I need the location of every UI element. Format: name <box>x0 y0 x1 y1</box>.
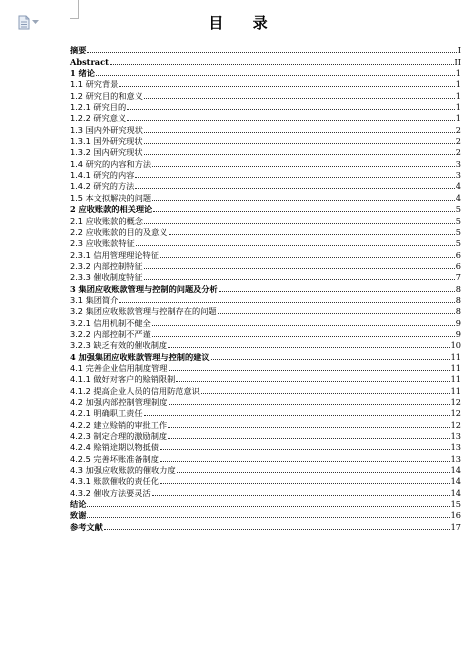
toc-entry[interactable] <box>70 282 461 293</box>
toc-dot-leader <box>144 132 455 133</box>
toc-entry-title: 1 绪论 <box>70 68 95 79</box>
toc-dot-leader <box>135 188 454 189</box>
toc-dot-leader <box>144 98 455 99</box>
toc-page-number: 8 <box>455 283 461 294</box>
toc-dot-leader <box>168 347 449 348</box>
toc-dot-leader <box>218 313 455 314</box>
toc-page-number: 11 <box>450 374 461 385</box>
toc-entry-title: 4 加强集团应收账款管理与控制的建议 <box>70 351 210 362</box>
toc-page-number: 17 <box>450 521 461 532</box>
toc-entry[interactable] <box>70 112 461 123</box>
toc-page-number: 2 <box>455 147 461 158</box>
toc-entry[interactable] <box>70 475 461 486</box>
toc-page-number: 4 <box>455 192 461 203</box>
toc-entry-title: 3.2.3 缺乏有效的催收制度 <box>70 340 168 351</box>
toc-entry-title: 2.3 应收账款特征 <box>70 238 135 249</box>
toc-entry-title: 致谢 <box>70 510 87 521</box>
toc-page-number: 5 <box>455 238 461 249</box>
toc-dot-leader <box>152 200 455 201</box>
toc-page-number: 5 <box>455 226 461 237</box>
toc-entry-title: 2.3.3 催收制度特征 <box>70 272 143 283</box>
toc-entry[interactable] <box>70 89 461 100</box>
toc-entry-title: 4.1 完善企业信用制度管理 <box>70 362 168 373</box>
toc-entry[interactable] <box>70 464 461 475</box>
toc-entry[interactable] <box>70 123 461 134</box>
toc-entry[interactable] <box>70 305 461 316</box>
toc-dot-leader <box>136 245 455 246</box>
toc-entry-title: 2.2 应收账款的目的及意义 <box>70 226 168 237</box>
toc-dot-leader <box>127 109 455 110</box>
toc-entry[interactable] <box>70 44 461 55</box>
toc-entry[interactable] <box>70 191 461 202</box>
toc-page-number: 1 <box>455 90 461 101</box>
toc-page-number: 14 <box>450 476 461 487</box>
toc-dot-leader <box>119 86 454 87</box>
toc-entry-title: 1.2.1 研究目的 <box>70 102 127 113</box>
toc-entry[interactable] <box>70 350 461 361</box>
toc-entry-title: 3 集团应收账款管理与控制的问题及分析 <box>70 283 218 294</box>
toc-page-number: 8 <box>455 306 461 317</box>
toc-page-number: 1 <box>455 113 461 124</box>
toc-dot-leader <box>160 449 450 450</box>
toc-page-number: 7 <box>455 272 461 283</box>
toc-entry[interactable] <box>70 486 461 497</box>
toc-page-number: I <box>457 45 461 56</box>
toc-entry[interactable] <box>70 55 461 66</box>
toc-entry[interactable] <box>70 328 461 339</box>
toc-entry-title: 1.3.2 国内研究现状 <box>70 147 143 158</box>
toc-dot-leader <box>153 211 455 212</box>
page-title: 目 录 <box>208 14 280 32</box>
toc-entry[interactable] <box>70 430 461 441</box>
toc-entry-title: 参考文献 <box>70 521 103 532</box>
toc-dot-leader <box>135 177 454 178</box>
toc-entry[interactable] <box>70 237 461 248</box>
toc-entry-title: 1.2 研究目的和意义 <box>70 90 143 101</box>
toc-entry-title: 4.2.3 制定合理的激励制度 <box>70 431 168 442</box>
toc-entry-title: 3.2.2 内部控制不严谨 <box>70 328 151 339</box>
toc-dot-leader <box>168 438 449 439</box>
toc-dot-leader <box>152 495 450 496</box>
toc-entry[interactable] <box>70 248 461 259</box>
toc-entry-title: 2.3.2 内部控制特征 <box>70 260 143 271</box>
toc-page-number: II <box>454 56 461 67</box>
toc-page-number: 8 <box>455 294 461 305</box>
toc-entry[interactable] <box>70 509 461 520</box>
toc-entry-title: 3.1 集团简介 <box>70 294 119 305</box>
toc-dot-leader <box>219 291 455 292</box>
toc-entry[interactable] <box>70 180 461 191</box>
toc-entry-title: 1.5 本文拟解决的问题 <box>70 192 152 203</box>
toc-entry[interactable] <box>70 339 461 350</box>
toc-entry-title: 摘要 <box>70 45 87 56</box>
toc-entry-title: Abstract <box>70 56 109 67</box>
toc-entry-title: 4.2.4 赊销途期以物抵债 <box>70 442 159 453</box>
toc-page-number: 6 <box>455 249 461 260</box>
table-of-contents <box>70 44 461 532</box>
toc-page-number: 12 <box>450 419 461 430</box>
toc-entry[interactable] <box>70 226 461 237</box>
toc-page-number: 10 <box>450 340 461 351</box>
toc-dot-leader <box>110 64 454 65</box>
toc-dot-leader <box>176 381 449 382</box>
toc-dot-leader <box>169 234 455 235</box>
toc-dot-leader <box>160 483 450 484</box>
toc-entry[interactable] <box>70 373 461 384</box>
toc-page-number: 13 <box>450 431 461 442</box>
toc-page-number: 2 <box>455 124 461 135</box>
toc-entry[interactable] <box>70 418 461 429</box>
toc-entry-title: 1.2.2 研究意义 <box>70 113 127 124</box>
toc-page-number: 12 <box>450 397 461 407</box>
toc-page-number: 3 <box>455 170 461 181</box>
toc-entry-title: 4.3.2 催收方法要灵活 <box>70 487 151 498</box>
toc-dot-leader <box>144 143 455 144</box>
toc-dot-leader <box>160 257 455 258</box>
toc-dot-leader <box>119 302 454 303</box>
toc-dot-leader <box>127 120 455 121</box>
toc-entry-title: 1.3.1 国外研究现状 <box>70 136 143 147</box>
toc-entry-title: 4.3.1 账款催收的责任化 <box>70 476 159 487</box>
toc-entry[interactable] <box>70 157 461 168</box>
toc-entry[interactable] <box>70 101 461 112</box>
toc-entry-title: 1.3 国内外研究现状 <box>70 124 143 135</box>
toc-entry[interactable] <box>70 260 461 271</box>
toc-page-number: 13 <box>450 442 461 453</box>
toc-page-number: 5 <box>455 215 461 226</box>
toc-entry-title: 4.1.1 做好对客户的赊销限制 <box>70 374 176 385</box>
toc-page-number: 6 <box>455 260 461 271</box>
toc-entry-title: 4.2.5 完善坏账准备制度 <box>70 453 159 464</box>
toc-page-number: 9 <box>455 317 461 328</box>
toc-entry[interactable] <box>70 203 461 214</box>
toc-page-number: 2 <box>455 136 461 147</box>
toc-entry-title: 4.2 加强内部控制管理制度 <box>70 397 168 407</box>
toc-page-number: 9 <box>455 328 461 339</box>
toc-entry[interactable] <box>70 407 461 418</box>
toc-dot-leader <box>144 415 450 416</box>
toc-page-number: 14 <box>450 465 461 476</box>
toc-dot-leader <box>211 359 450 360</box>
toc-page-number: 13 <box>450 453 461 464</box>
toc-entry[interactable] <box>70 135 461 146</box>
toc-entry-title: 2.1 应收账款的概念 <box>70 215 143 226</box>
toc-page-number: 16 <box>450 510 461 521</box>
toc-page-number: 12 <box>450 408 461 419</box>
toc-dot-leader <box>169 404 450 405</box>
toc-entry-title: 1.4.2 研究的方法 <box>70 181 135 192</box>
toc-page-number: 3 <box>455 158 461 169</box>
toc-entry[interactable] <box>70 316 461 327</box>
toc-entry-title: 3.2 集团应收账款管理与控制存在的问题 <box>70 306 217 317</box>
toc-entry[interactable] <box>70 498 461 509</box>
toc-dot-leader <box>96 75 455 76</box>
toc-entry[interactable] <box>70 271 461 282</box>
toc-page-number: 14 <box>450 487 461 498</box>
toc-dot-leader <box>104 529 450 530</box>
toc-entry[interactable] <box>70 294 461 305</box>
toc-entry-title: 4.2.2 建立赊销的审批工作 <box>70 419 168 430</box>
toc-dot-leader <box>152 325 455 326</box>
toc-entry[interactable] <box>70 441 461 452</box>
toc-entry[interactable] <box>70 78 461 89</box>
toc-page-number: 1 <box>455 79 461 90</box>
toc-dot-leader <box>87 52 456 53</box>
toc-dot-leader <box>201 393 450 394</box>
toc-entry[interactable] <box>70 396 461 407</box>
toc-entry[interactable] <box>70 452 461 463</box>
toc-page-number: 11 <box>450 385 461 396</box>
toc-entry-title: 1.1 研究背景 <box>70 79 119 90</box>
toc-entry-title: 2.3.1 信用管理理论特征 <box>70 249 159 260</box>
toc-entry-title: 3.2.1 信用机制不健全 <box>70 317 151 328</box>
toc-entry[interactable] <box>70 520 461 531</box>
toc-entry[interactable] <box>70 362 461 373</box>
toc-dot-leader <box>144 223 455 224</box>
toc-page-number: 1 <box>455 68 461 79</box>
toc-page-number: 4 <box>455 181 461 192</box>
toc-entry-title: 1.4 研究的内容和方法 <box>70 158 152 169</box>
toc-dot-leader <box>144 279 455 280</box>
toc-entry[interactable] <box>70 169 461 180</box>
toc-dot-leader <box>168 427 449 428</box>
toc-dot-leader <box>169 370 450 371</box>
toc-entry-title: 4.1.2 提高企业人员的信用防范意识 <box>70 385 200 396</box>
toc-dot-leader <box>177 472 450 473</box>
toc-dot-leader <box>144 154 455 155</box>
toc-entry[interactable] <box>70 384 461 395</box>
toc-page-number: 11 <box>450 351 461 362</box>
toc-entry[interactable] <box>70 67 461 78</box>
toc-page-number: 1 <box>455 102 461 113</box>
toc-dot-leader <box>160 461 450 462</box>
toc-dot-leader <box>152 166 455 167</box>
toc-page-number: 15 <box>450 499 461 510</box>
toc-entry-title: 1.4.1 研究的内容 <box>70 170 135 181</box>
toc-entry-title: 4.3 加强应收账款的催收力度 <box>70 465 176 476</box>
toc-page-number: 5 <box>455 204 461 215</box>
toc-dot-leader <box>87 506 449 507</box>
toc-entry-title: 4.2.1 明确职工责任 <box>70 408 143 419</box>
toc-dot-leader <box>144 268 455 269</box>
toc-entry-title: 结论 <box>70 499 87 510</box>
toc-dot-leader <box>152 336 455 337</box>
toc-dot-leader <box>87 517 449 518</box>
toc-entry[interactable] <box>70 214 461 225</box>
toc-entry[interactable] <box>70 146 461 157</box>
toc-entry-title: 2 应收账款的相关理论 <box>70 204 153 215</box>
toc-page-number: 11 <box>450 362 461 373</box>
